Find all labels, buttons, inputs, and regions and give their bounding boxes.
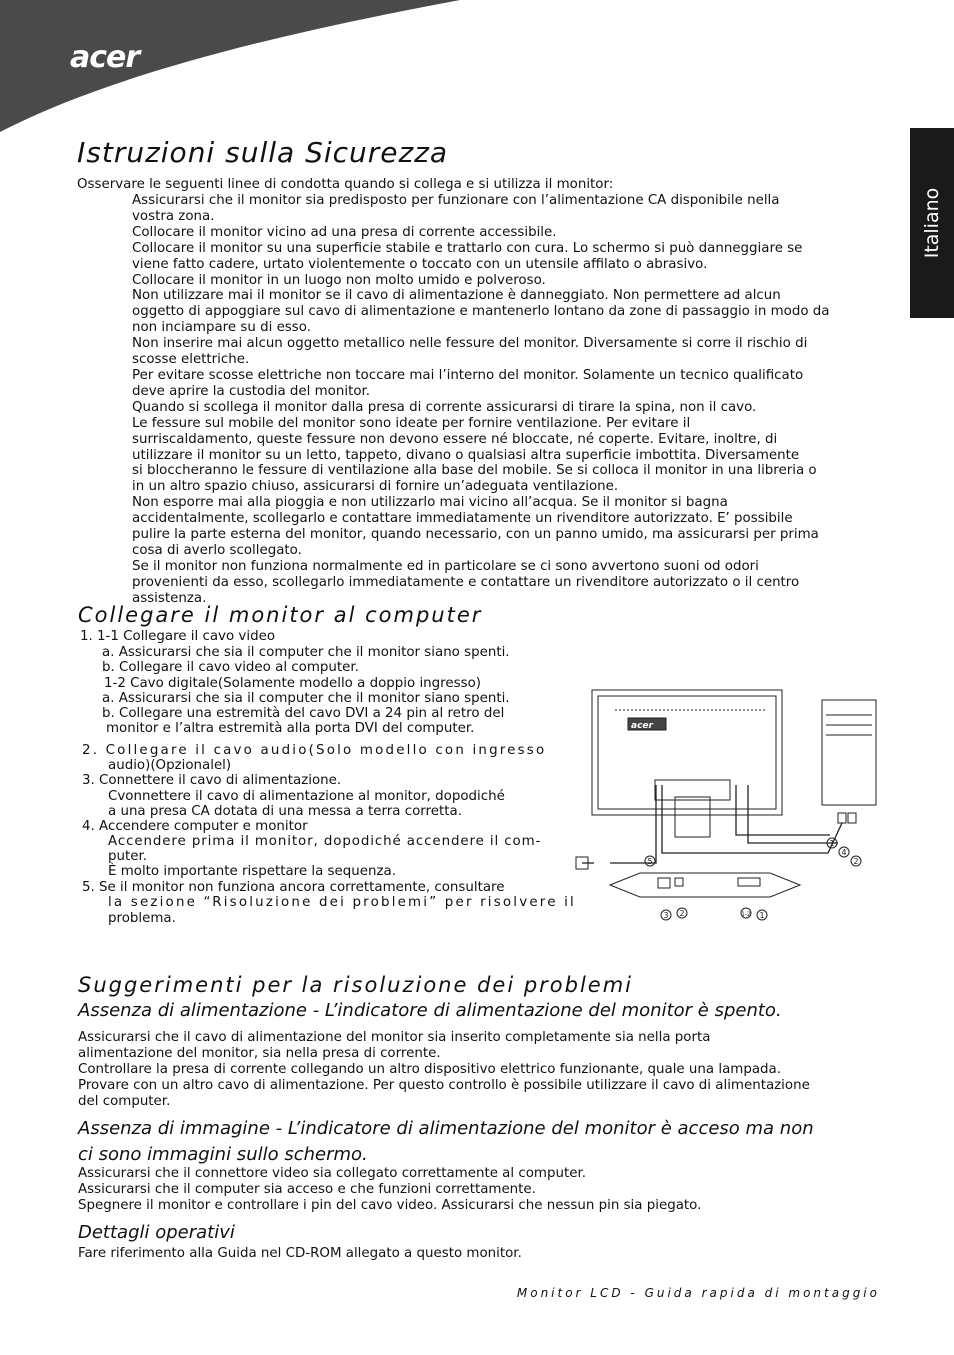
power-line: Provare con un altro cavo di alimentazione. Per questo controllo è possibile utilizzare il cavo di alimentazione bbox=[78, 1077, 810, 1093]
safety-line: surriscaldamento, queste fessure non devono essere né bloccate, né coperte. Evitare, inoltre, di bbox=[132, 431, 778, 447]
safety-line: si bloccheranno le fessure di ventilazione alla base del mobile. Se si colloca il monitor in una libreria o bbox=[132, 463, 817, 479]
power-body bbox=[78, 1030, 878, 1110]
connect-line: a. Assicurarsi che sia il computer che il monitor siano spenti. bbox=[102, 691, 510, 706]
acer-logo: acer bbox=[70, 40, 140, 75]
safety-line: accidentalmente, scollegarlo e contattare immediatamente un rivenditore autorizzato. E’ possibile bbox=[132, 511, 793, 527]
connection-diagram bbox=[570, 685, 884, 925]
safety-line: Non esporre mai alla pioggia e non utilizzarlo mai vicino all’acqua. Se il monitor si bagna bbox=[132, 495, 728, 511]
connect-line: b. Collegare il cavo video al computer. bbox=[102, 660, 359, 675]
image-heading: Assenza di immagine - L’indicatore di alimentazione del monitor è acceso ma non bbox=[78, 1118, 814, 1139]
callout-label: 2 bbox=[853, 857, 859, 866]
safety-line: utilizzare il monitor su un letto, tappeto, divano o qualsiasi altra superficie imbottita. Diversamente bbox=[132, 447, 800, 463]
power-line: alimentazione del monitor, sia nella presa di corrente. bbox=[78, 1045, 441, 1061]
connect-title: Collegare il monitor al computer bbox=[78, 603, 483, 627]
callout-label: 2 bbox=[679, 909, 685, 918]
callout-label: 3 bbox=[663, 911, 669, 920]
details-heading: Dettagli operativi bbox=[78, 1222, 235, 1243]
monitor-base bbox=[610, 873, 800, 897]
safety-line: oggetto di appoggiare sul cavo di alimentazione e mantenerlo lontano da zone di passaggio in modo da bbox=[132, 304, 830, 320]
connect-line: a una presa CA dotata di una messa a terra corretta. bbox=[108, 804, 462, 819]
safety-line: Assicurarsi che il monitor sia predisposto per funzionare con l’alimentazione CA disponibile nella bbox=[132, 193, 780, 208]
connect-line: 1-2 Cavo digitale(Solamente modello a doppio ingresso) bbox=[104, 676, 481, 691]
safety-line: Non inserire mai alcun oggetto metallico nelle fessure del monitor. Diversamente si corre il rischio di bbox=[132, 336, 808, 352]
connect-line: 3. Connettere il cavo di alimentazione. bbox=[82, 773, 342, 788]
connect-line: problema. bbox=[108, 911, 176, 926]
safety-line: cosa di averlo scollegato. bbox=[132, 542, 302, 558]
footer-text: Monitor LCD - Guida rapida di montaggio bbox=[516, 1286, 880, 1300]
callout-label: 5 bbox=[647, 857, 653, 866]
connect-line: 2. Collegare il cavo audio(Solo modello con ingresso bbox=[82, 743, 547, 758]
safety-line: Non utilizzare mai il monitor se il cavo di alimentazione è danneggiato. Non permettere ad alcun bbox=[132, 288, 781, 304]
language-tab bbox=[910, 128, 954, 318]
safety-line: provenienti da esso, scollegarlo immediatamente e contattare un rivenditore autorizzato o il centro bbox=[132, 574, 800, 590]
safety-intro: Osservare le seguenti linee di condotta quando si collega e si utilizza il monitor: bbox=[77, 177, 614, 192]
connect-line: 5. Se il monitor non funziona ancora correttamente, consultare bbox=[82, 880, 505, 895]
safety-line: viene fatto cadere, urtato violentemente o toccato con un utensile affilato o abrasivo. bbox=[132, 256, 708, 272]
connect-line: Accendere prima il monitor, dopodiché accendere il com- bbox=[108, 834, 542, 849]
image-body bbox=[78, 1166, 878, 1214]
callout-label: 4 bbox=[841, 848, 847, 857]
safety-line: Collocare il monitor in un luogo non molto umido e polveroso. bbox=[132, 272, 546, 288]
language-tab-label: Italiano bbox=[921, 187, 943, 259]
safety-line: assistenza. bbox=[132, 590, 207, 606]
safety-line: in un altro spazio chiuso, assicurarsi di fornire un’adeguata ventilazione. bbox=[132, 479, 619, 495]
power-line: Assicurarsi che il cavo di alimentazione del monitor sia inserito completamente sia nella porta bbox=[78, 1030, 711, 1045]
power-heading: Assenza di alimentazione - L’indicatore di alimentazione del monitor è spento. bbox=[78, 1000, 782, 1021]
callout-label: 1-2 bbox=[741, 911, 751, 918]
safety-line: pulire la parte esterna del monitor, quando necessario, con un panno umido, ma assicurarsi per prima bbox=[132, 527, 819, 543]
connect-line: b. Collegare una estremità del cavo DVI a 24 pin al retro del bbox=[102, 706, 505, 721]
power-line: Controllare la presa di corrente collegando un altro dispositivo elettrico funzionante, quale una lampada. bbox=[78, 1061, 781, 1077]
connect-line: audio)(Opzionalel) bbox=[108, 758, 232, 773]
safety-line: Collocare il monitor su una superficie stabile e trattarlo con cura. Lo schermo si può danneggiare se bbox=[132, 240, 803, 256]
safety-line: Le fessure sul mobile del monitor sono ideate per fornire ventilazione. Per evitare il bbox=[132, 415, 691, 431]
safety-line: vostra zona. bbox=[132, 208, 215, 224]
troubleshooting-title: Suggerimenti per la risoluzione dei problemi bbox=[78, 973, 634, 997]
image-heading-cont: ci sono immagini sullo schermo. bbox=[78, 1144, 368, 1165]
safety-line: non inciampare su di esso. bbox=[132, 320, 311, 336]
safety-line: deve aprire la custodia del monitor. bbox=[132, 383, 371, 399]
safety-title: Istruzioni sulla Sicurezza bbox=[77, 136, 449, 169]
safety-line: Se il monitor non funziona normalmente ed in particolare se ci sono avvertono suoni od odori bbox=[132, 558, 759, 574]
connect-line: È molto importante rispettare la sequenza. bbox=[108, 864, 396, 879]
connect-line: monitor e l’altra estremità alla porta DVI del computer. bbox=[106, 721, 475, 736]
connect-line: 1. 1-1 Collegare il cavo video bbox=[80, 629, 276, 644]
cables bbox=[582, 785, 842, 863]
image-line: Assicurarsi che il computer sia acceso e che funzioni correttamente. bbox=[78, 1181, 536, 1197]
connect-line: Cvonnettere il cavo di alimentazione al monitor, dopodiché bbox=[108, 789, 505, 804]
monitor-logo: acer bbox=[631, 721, 653, 731]
image-line: Assicurarsi che il connettore video sia collegato correttamente al computer. bbox=[78, 1166, 586, 1181]
monitor-back bbox=[592, 690, 782, 837]
safety-line: Per evitare scosse elettriche non toccare mai l’interno del monitor. Solamente un tecnico qualificato bbox=[132, 367, 804, 383]
safety-line: scosse elettriche. bbox=[132, 352, 250, 368]
pc-tower bbox=[822, 700, 876, 823]
connect-line: la sezione “Risoluzione dei problemi” per risolvere il bbox=[108, 895, 576, 910]
safety-line: Collocare il monitor vicino ad una presa di corrente accessibile. bbox=[132, 224, 557, 240]
connect-line: 4. Accendere computer e monitor bbox=[82, 819, 308, 834]
image-line: Spegnere il monitor e controllare i pin del cavo video. Assicurarsi che nessun pin sia piegato. bbox=[78, 1197, 702, 1213]
header-swoosh bbox=[0, 0, 954, 140]
safety-list bbox=[132, 193, 880, 607]
connect-line: a. Assicurarsi che sia il computer che il monitor siano spenti. bbox=[102, 645, 510, 660]
connect-line: puter. bbox=[108, 849, 148, 864]
power-line: del computer. bbox=[78, 1093, 171, 1109]
callout-label: 1 bbox=[829, 839, 835, 848]
safety-line: Quando si scollega il monitor dalla presa di corrente assicurarsi di tirare la spina, non il cavo. bbox=[132, 399, 757, 415]
details-line: Fare riferimento alla Guida nel CD-ROM allegato a questo monitor. bbox=[78, 1246, 522, 1261]
callout-label: 1 bbox=[759, 911, 765, 920]
